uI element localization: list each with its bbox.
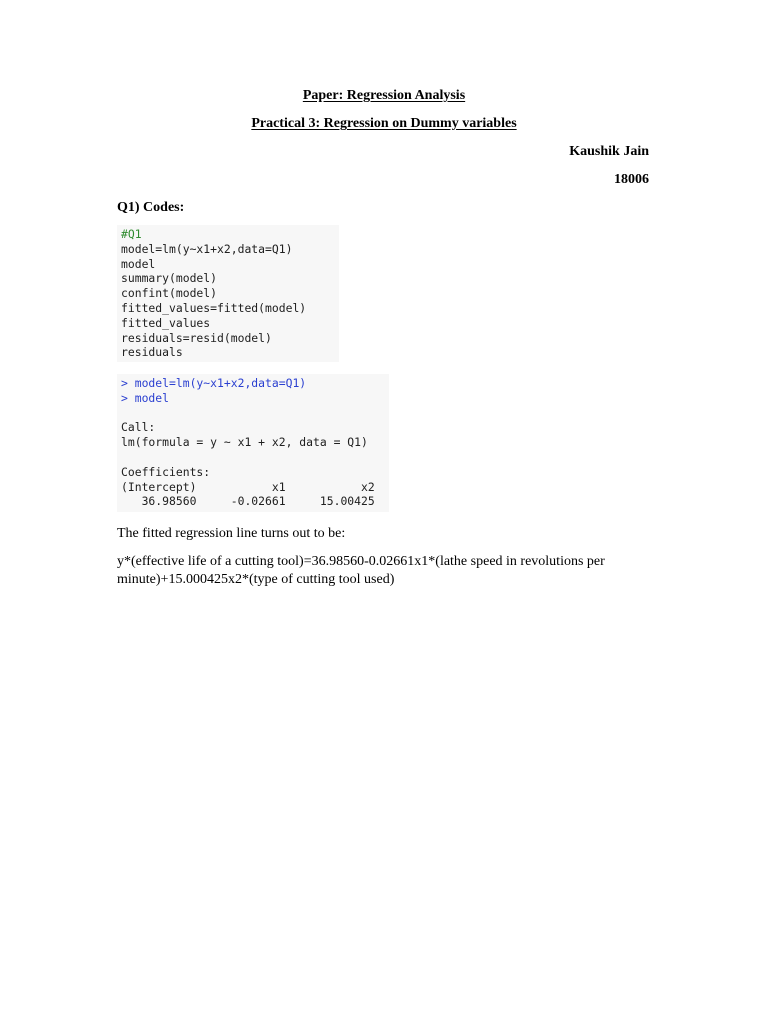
console-output-line: (Intercept) x1 x2 <box>121 479 375 494</box>
console-prompt-line: > model=lm(y~x1+x2,data=Q1) <box>121 376 307 390</box>
author-name: Kaushik Jain <box>569 144 649 159</box>
code-line: model <box>121 256 156 271</box>
code-screenshot <box>117 225 339 362</box>
code-comment: #Q1 <box>121 227 142 241</box>
code-line: fitted_values <box>121 315 211 330</box>
console-output-line <box>121 450 385 465</box>
roll-number: 18006 <box>614 172 649 187</box>
code-line: model=lm(y~x1+x2,data=Q1) <box>121 241 293 256</box>
question-heading: Q1) Codes: <box>117 200 185 215</box>
code-line: residuals=resid(model) <box>121 330 272 345</box>
code-line: residuals <box>121 345 183 360</box>
code-line: confint(model) <box>121 286 218 301</box>
console-screenshot <box>117 374 389 512</box>
fitted-line-intro: The fitted regression line turns out to be: <box>117 526 346 541</box>
console-output-line <box>121 406 385 421</box>
paper-title: Paper: Regression Analysis <box>302 88 466 103</box>
regression-equation: y*(effective life of a cutting tool)=36.98560-0.02661x1*(lathe speed in revolutions per minute)+15.000425x2*(type of cutting tool used) <box>117 554 605 587</box>
code-line: fitted_values=fitted(model) <box>121 300 307 315</box>
code-line: summary(model) <box>121 271 218 286</box>
console-output-line: Call: <box>121 420 156 435</box>
practical-title: Practical 3: Regression on Dummy variables <box>251 116 517 131</box>
console-output-line: 36.98560 -0.02661 15.00425 <box>121 494 375 509</box>
console-output-line: lm(formula = y ~ x1 + x2, data = Q1) <box>121 435 368 450</box>
console-prompt-line: > model <box>121 390 170 405</box>
console-output-line: Coefficients: <box>121 464 211 479</box>
